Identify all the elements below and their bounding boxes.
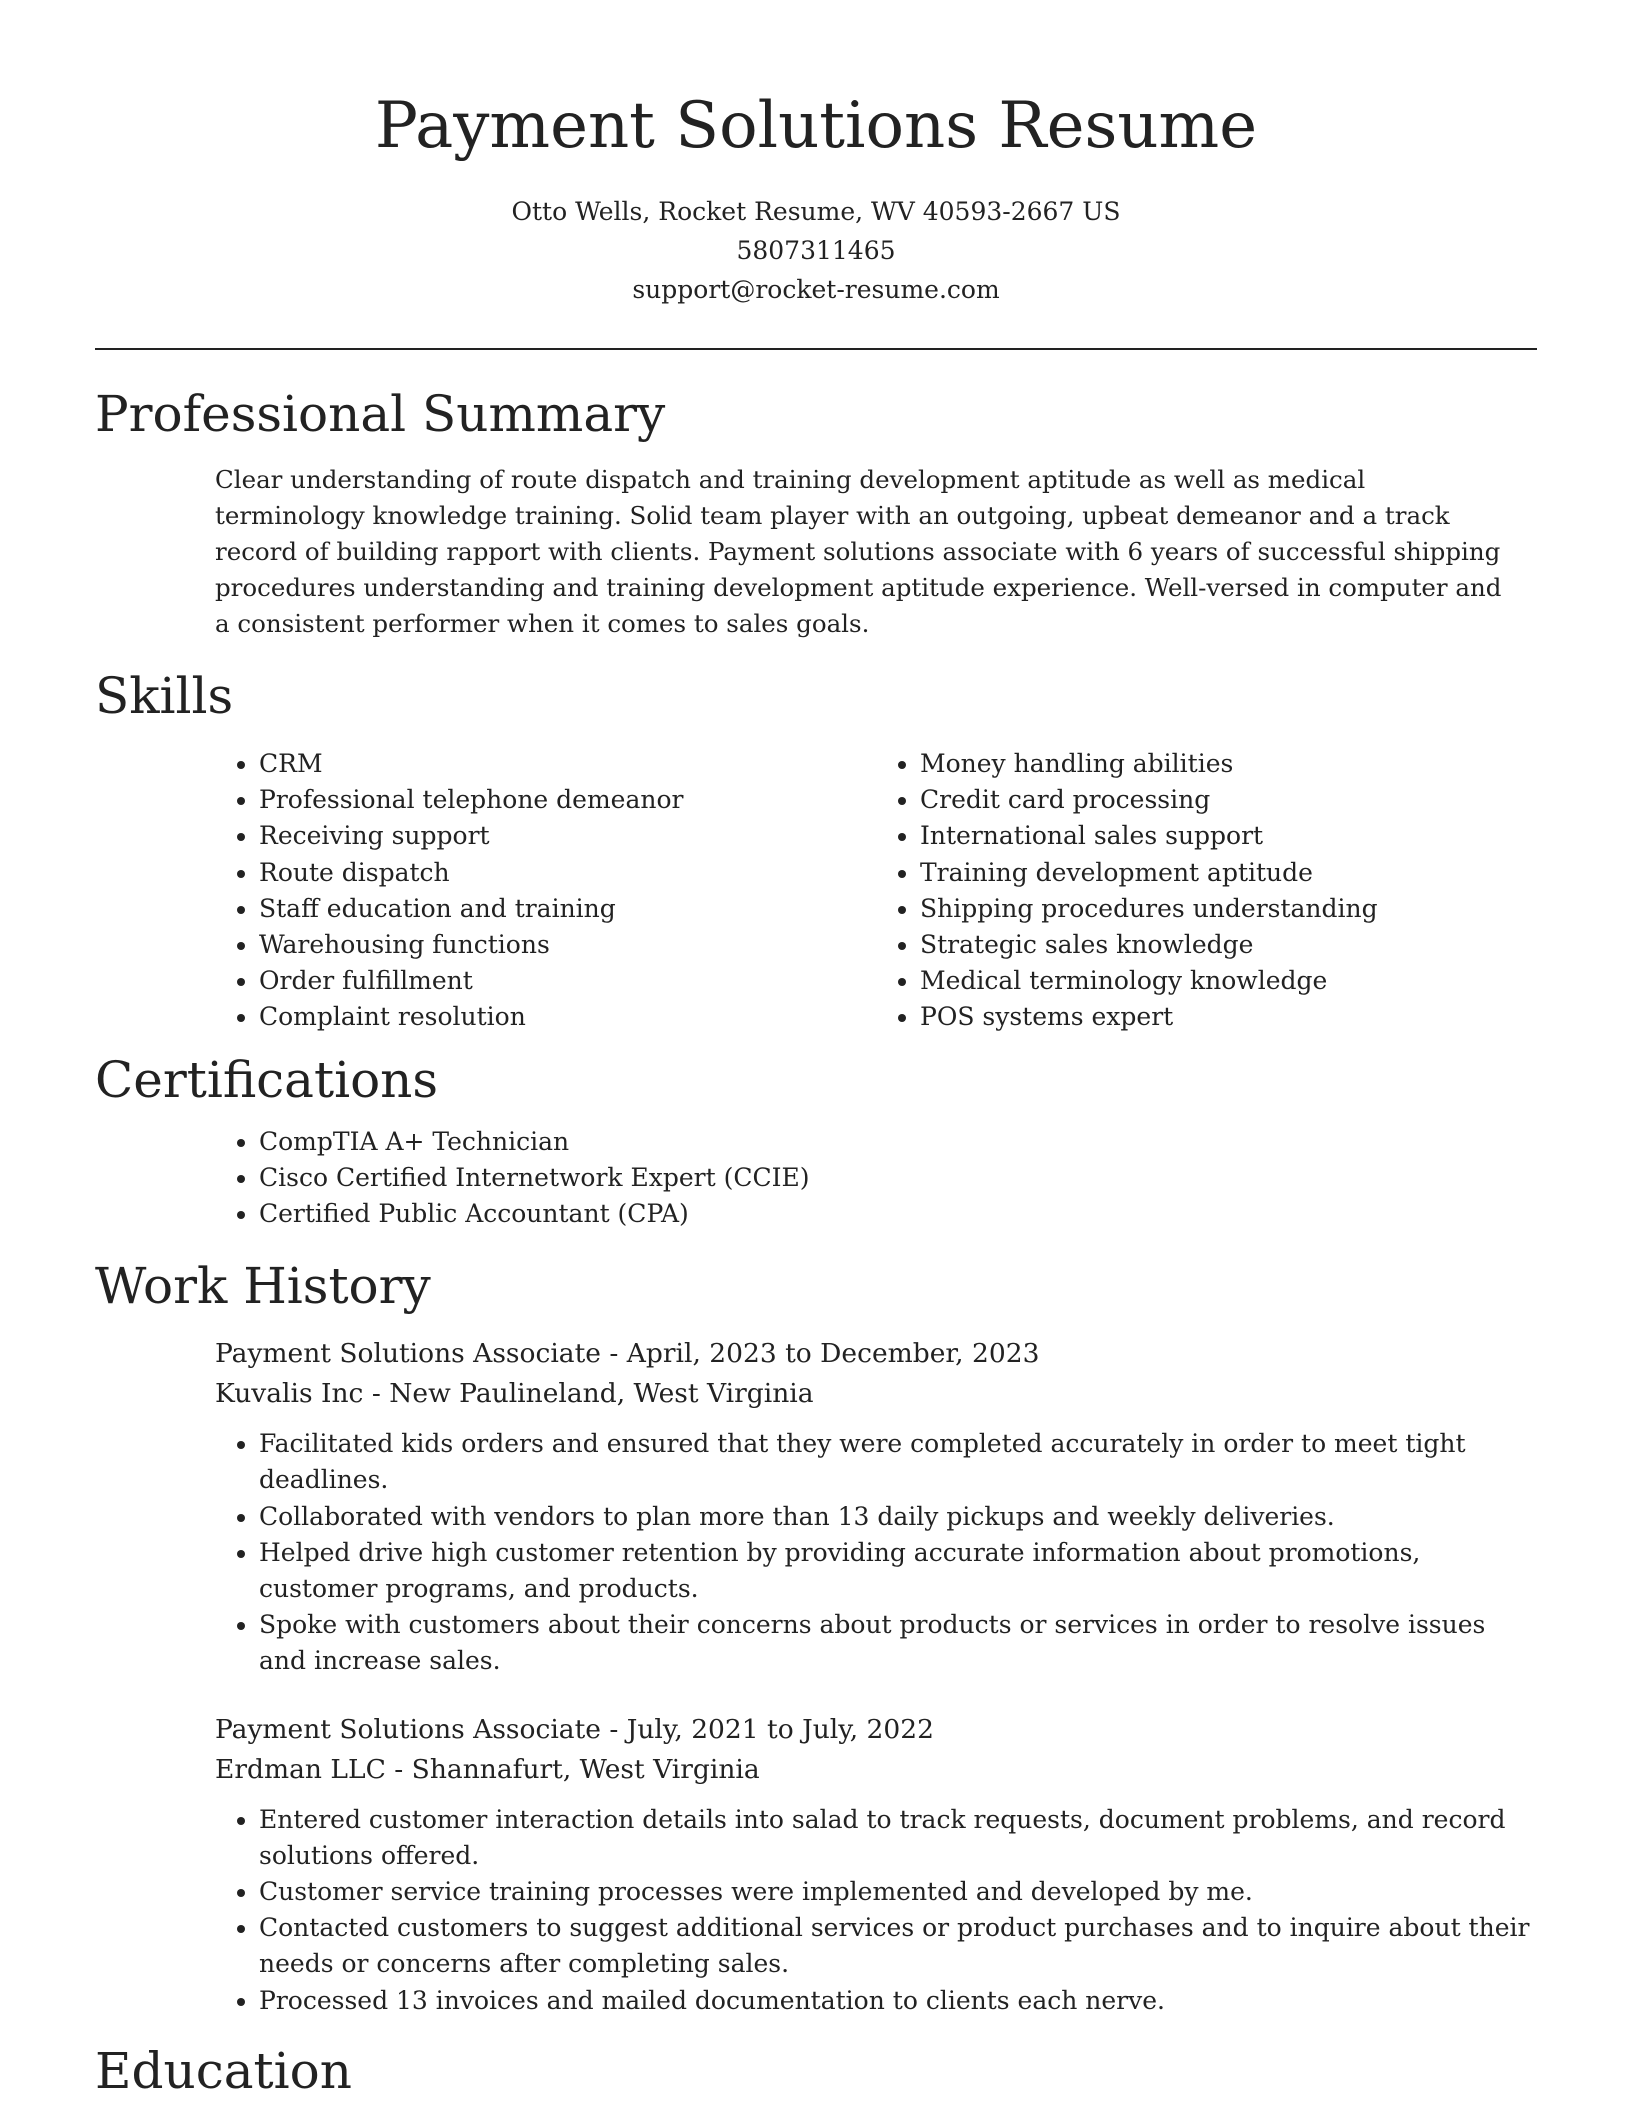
skill-item: • Medical terminology knowledge <box>920 963 1537 999</box>
summary-section <box>95 384 1537 642</box>
job-bullet: • Collaborated with vendors to plan more than 13 daily pickups and weekly deliveries. <box>259 1499 1537 1535</box>
skills-columns <box>95 746 1537 1036</box>
skill-item: • CRM <box>259 746 876 782</box>
skill-item: • Strategic sales knowledge <box>920 927 1537 963</box>
skills-list-left <box>215 746 876 1036</box>
skill-item: • Money handling abilities <box>920 746 1537 782</box>
education-section <box>95 2041 1537 2101</box>
job-company: Erdman LLC <box>215 1753 386 1785</box>
job-location: - New Paulineland, West Virginia <box>363 1378 814 1410</box>
job-bullet: • Contacted customers to suggest additional services or product purchases and to inquire about their needs or concerns after completing sales. <box>259 1910 1537 1982</box>
job-title-line <box>215 1334 1537 1374</box>
work-history-section <box>95 1256 1537 2019</box>
certification-item: • CompTIA A+ Technician <box>259 1124 1537 1160</box>
job-bullet: • Facilitated kids orders and ensured that they were completed accurately in order to meet tight deadlines. <box>259 1426 1537 1498</box>
summary-text: Clear understanding of route dispatch and training development aptitude as well as medical terminology knowledge training. Solid team player with an outgoing, upbeat demeanor and a track record of building rapport with clients. Payment solutions associate with 6 years of successful shipping procedures understanding and training development aptitude experience. Well-versed in computer and a consistent performer when it comes to sales goals. <box>215 465 1502 638</box>
skill-item: • Warehousing functions <box>259 927 876 963</box>
skill-item: • Training development aptitude <box>920 855 1537 891</box>
skill-item: • POS systems expert <box>920 999 1537 1035</box>
job-location: - Shannafurt, West Virginia <box>385 1753 760 1785</box>
job-entry <box>95 1334 1537 1679</box>
job-bullet: • Customer service training processes were implemented and developed by me. <box>259 1874 1537 1910</box>
certification-item: • Cisco Certified Internetwork Expert (CCIE) <box>259 1160 1537 1196</box>
skill-item: • Staff education and training <box>259 891 876 927</box>
skills-section <box>95 666 1537 1036</box>
job-company-line <box>215 1374 1537 1414</box>
education-heading: Education <box>95 2041 352 2100</box>
job-bullet: • Spoke with customers about their concerns about products or services in order to resolve issues and increase sales. <box>259 1607 1537 1679</box>
job-title: Payment Solutions Associate <box>215 1713 601 1745</box>
summary-heading: Professional Summary <box>95 385 666 443</box>
contact-block <box>95 192 1537 309</box>
skill-item: • Credit card processing <box>920 782 1537 818</box>
resume-title: Payment Solutions Resume <box>374 89 1258 163</box>
job-company-line <box>215 1750 1537 1790</box>
job-bullets <box>215 1426 1537 1679</box>
skill-item: • International sales support <box>920 818 1537 854</box>
job-dates: - April, 2023 to December, 2023 <box>600 1338 1040 1370</box>
certifications-heading: Certifications <box>95 1050 439 1109</box>
certification-item: • Certified Public Accountant (CPA) <box>259 1196 1537 1232</box>
contact-phone: 5807311465 <box>736 236 896 265</box>
job-bullets <box>215 1802 1537 2019</box>
job-bullet: • Entered customer interaction details into salad to track requests, document problems, and record solutions offered. <box>259 1802 1537 1874</box>
skill-item: • Professional telephone demeanor <box>259 782 876 818</box>
skill-item: • Route dispatch <box>259 855 876 891</box>
skill-item: • Order fulfillment <box>259 963 876 999</box>
skills-heading: Skills <box>95 667 234 725</box>
skill-item: • Shipping procedures understanding <box>920 891 1537 927</box>
certifications-list <box>95 1124 1537 1233</box>
job-bullet: • Processed 13 invoices and mailed documentation to clients each nerve. <box>259 1983 1537 2019</box>
work-history-heading: Work History <box>95 1257 431 1316</box>
job-title-line <box>215 1710 1537 1750</box>
contact-address: Otto Wells, Rocket Resume, WV 40593-2667 US <box>511 197 1121 226</box>
skill-item: • Complaint resolution <box>259 999 876 1035</box>
job-entry <box>95 1710 1537 2019</box>
job-company: Kuvalis Inc <box>215 1378 364 1410</box>
skill-item: • Receiving support <box>259 818 876 854</box>
job-dates: - July, 2021 to July, 2022 <box>600 1713 934 1745</box>
contact-email: support@rocket-resume.com <box>632 275 1000 304</box>
job-bullet: • Helped drive high customer retention by providing accurate information about promotions, customer programs, and products. <box>259 1535 1537 1607</box>
skills-list-right <box>876 746 1537 1036</box>
header-divider <box>95 348 1537 350</box>
job-title: Payment Solutions Associate <box>215 1338 601 1370</box>
resume-header <box>95 0 1537 309</box>
certifications-section <box>95 1050 1537 1233</box>
